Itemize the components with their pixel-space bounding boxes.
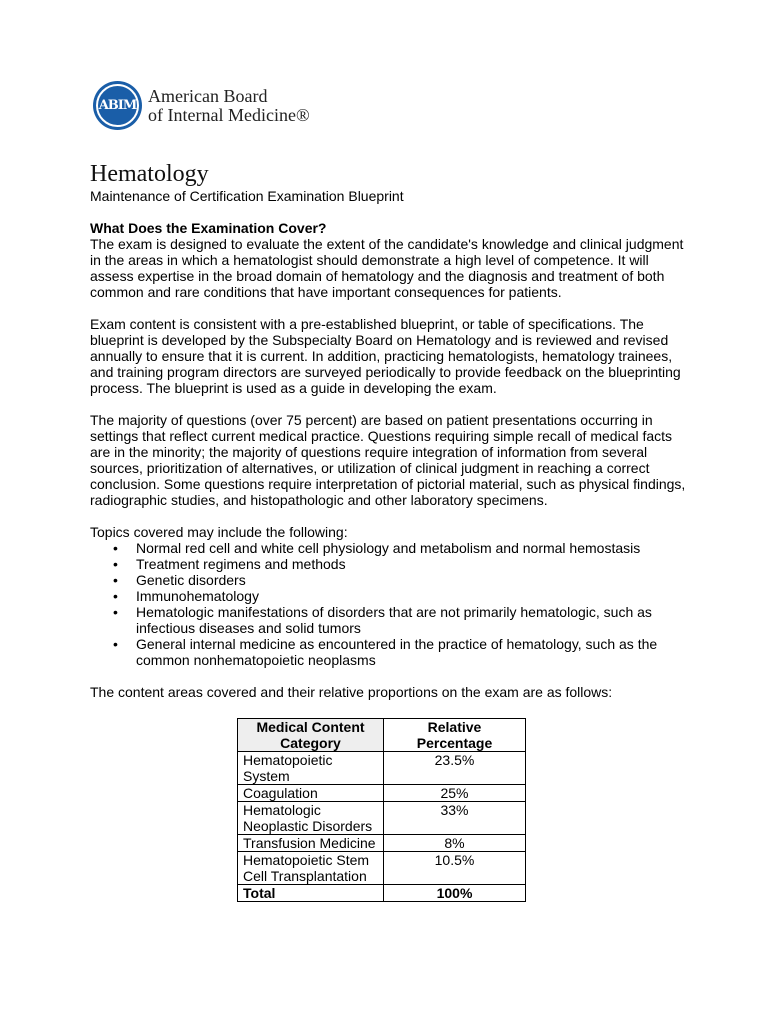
topics-list (90, 540, 690, 668)
page-subtitle: Maintenance of Certification Examination Blueprint (90, 188, 404, 204)
category-cell: Hematopoietic System (238, 752, 384, 785)
percentage-cell: 10.5% (384, 852, 526, 885)
org-name (148, 87, 310, 125)
table-row (238, 852, 526, 885)
table-row (238, 835, 526, 852)
list-item: • Treatment regimens and methods (90, 556, 690, 572)
category-cell: Hematopoietic Stem Cell Transplantation (238, 852, 384, 885)
abim-logo (93, 81, 310, 130)
page-title: Hematology (90, 161, 209, 187)
table-total-row (238, 885, 526, 902)
document-body (90, 220, 690, 700)
category-cell: Transfusion Medicine (238, 835, 384, 852)
abim-seal-icon (93, 81, 142, 130)
list-item: • Hematologic manifestations of disorders that are not primarily hematologic, such as infectious diseases and solid tumors (90, 604, 690, 636)
list-item: • Immunohematology (90, 588, 690, 604)
list-item: • General internal medicine as encountered in the practice of hematology, such as the common nonhematopoietic neoplasms (90, 636, 690, 668)
topics-intro: Topics covered may include the following: (90, 524, 348, 540)
paragraph: Exam content is consistent with a pre-established blueprint, or table of specifications. The blueprint is developed by the Subspecialty Board on Hematology and is reviewed and revised annually to ensure that it is current. In addition, practicing hematologists, hematology trainees, and training program directors are surveyed periodically to provide feedback on the blueprinting process. The blueprint is used as a guide in developing the exam. (90, 316, 681, 396)
total-label: Total (238, 885, 384, 902)
percentage-cell: 23.5% (384, 752, 526, 785)
paragraph: The exam is designed to evaluate the extent of the candidate's knowledge and clinical judgment in the areas in which a hematologist should demonstrate a high level of competence. It will assess expertise in the broad domain of hematology and the diagnosis and treatment of both common and rare conditions that have important consequences for patients. (90, 236, 684, 300)
list-item: • Normal red cell and white cell physiology and metabolism and normal hemostasis (90, 540, 690, 556)
category-cell: Hematologic Neoplastic Disorders (238, 802, 384, 835)
content-table (237, 718, 526, 902)
table-intro: The content areas covered and their relative proportions on the exam are as follows: (90, 684, 613, 700)
table-row (238, 752, 526, 785)
seal-text: ABIM (98, 98, 137, 113)
section-heading: What Does the Examination Cover? (90, 220, 327, 236)
table-row (238, 802, 526, 835)
category-cell: Coagulation (238, 785, 384, 802)
percentage-cell: 33% (384, 802, 526, 835)
org-name-line2: of Internal Medicine® (148, 104, 310, 125)
header-category: Medical Content Category (238, 719, 384, 752)
percentage-cell: 25% (384, 785, 526, 802)
table-header-row (238, 719, 526, 752)
org-name-line1: American Board (148, 85, 268, 106)
percentage-cell: 8% (384, 835, 526, 852)
table-row (238, 785, 526, 802)
total-value: 100% (384, 885, 526, 902)
list-item: • Genetic disorders (90, 572, 690, 588)
paragraph: The majority of questions (over 75 percent) are based on patient presentations occurring in settings that reflect current medical practice. Questions requiring simple recall of medical facts are in the minority; the majority of questions require integration of information from several sources, prioritization of alternatives, or utilization of clinical judgment in reaching a correct conclusion. Some questions require interpretation of pictorial material, such as physical findings, radiographic studies, and histopathologic and other laboratory specimens. (90, 412, 686, 508)
header-percentage: Relative Percentage (384, 719, 526, 752)
